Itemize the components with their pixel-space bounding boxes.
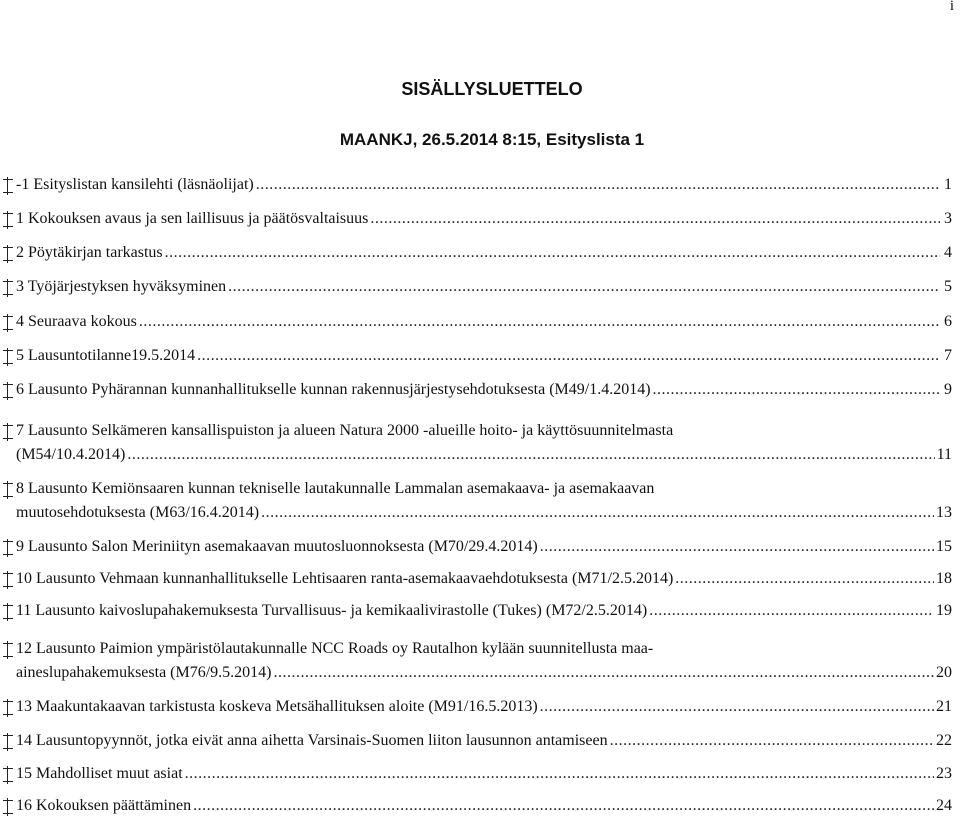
bracket-marker-icon (3, 247, 13, 261)
bracket-marker-icon (3, 483, 13, 497)
toc-entry-title: 4 Seuraava kokous (16, 313, 137, 330)
bracket-marker-icon (3, 735, 13, 749)
toc-entry-page: 3 (944, 210, 952, 227)
document-subtitle: MAANKJ, 26.5.2014 8:15, Esityslista 1 (339, 130, 645, 149)
document-title: SISÄLLYSLUETTELO (401, 79, 583, 99)
bracket-marker-icon (3, 541, 13, 555)
toc-entry-title: 1 Kokouksen avaus ja sen laillisuus ja päätösvaltaisuus (16, 210, 369, 227)
bracket-marker-icon (3, 281, 13, 295)
toc-entry-title-line1: 7 Lausunto Selkämeren kansallispuiston ja alueen Natura 2000 -alueille hoito- ja käyttösuunnitelmasta (16, 422, 674, 439)
bracket-marker-icon (3, 213, 13, 227)
toc-entry-page: 15 (936, 538, 952, 555)
toc-entry-title: 14 Lausuntopyynnöt, jotka eivät anna aihetta Varsinais-Suomen liiton lausunnon antamiseen (16, 732, 608, 749)
toc-entry-page: 9 (944, 381, 952, 398)
toc-entry-title: 10 Lausunto Vehmaan kunnanhallitukselle Lehtisaaren ranta-asemakaavaehdotuksesta (M71/2.5.2014) (16, 570, 674, 587)
toc-entry-title: 6 Lausunto Pyhärannan kunnanhallitukselle kunnan rakennusjärjestysehdotuksesta (M49/1.4.2014) (16, 381, 651, 398)
bracket-marker-icon (3, 768, 13, 782)
bracket-marker-icon (3, 179, 13, 193)
toc-entry-title: 13 Maakuntakaavan tarkistusta koskeva Metsähallituksen aloite (M91/16.5.2013) (16, 698, 538, 715)
toc-entry-title: 15 Mahdolliset muut asiat (16, 765, 183, 782)
toc-entry-title: aineslupahakemuksesta (M76/9.5.2014) (16, 664, 272, 681)
toc-entry-title: 11 Lausunto kaivoslupahakemuksesta Turvallisuus- ja kemikaalivirastolle (Tukes) (M72/2.5.2014) (16, 602, 648, 619)
toc-entry-title-line1: 12 Lausunto Paimion ympäristölautakunnalle NCC Roads oy Rautalhon kylään suunnitellusta maa- (16, 640, 654, 657)
toc-entry-page: 7 (944, 347, 952, 364)
toc-entry-page: 5 (944, 278, 952, 295)
toc-entry-title: 9 Lausunto Salon Meriniityn asemakaavan muutosluonnoksesta (M70/29.4.2014) (16, 538, 538, 555)
toc-entry-title: 16 Kokouksen päättäminen (16, 797, 192, 814)
bracket-marker-icon (3, 316, 13, 330)
bracket-marker-icon (3, 800, 13, 814)
toc-entry-page: 18 (936, 570, 952, 587)
toc-entry-page: 24 (936, 797, 952, 814)
bracket-marker-icon (3, 701, 13, 715)
bracket-marker-icon (3, 350, 13, 364)
toc-entry-title: (M54/10.4.2014) (16, 446, 126, 463)
toc-entry-title: 5 Lausuntotilanne19.5.2014 (16, 347, 196, 364)
toc-entry-page: 6 (944, 313, 952, 330)
bracket-marker-icon (3, 605, 13, 619)
toc-entry-page: 23 (936, 765, 952, 782)
toc-entry-page: 22 (936, 732, 952, 749)
toc-entry-title: 2 Pöytäkirjan tarkastus (16, 244, 163, 261)
toc-entry-page: 13 (936, 504, 952, 521)
toc-entry-page: 21 (936, 698, 952, 715)
toc-entry-page: 1 (944, 176, 952, 193)
bracket-marker-icon (3, 573, 13, 587)
toc-entry-page: 4 (944, 244, 952, 261)
toc-entry-title: muutosehdotuksesta (M63/16.4.2014) (16, 504, 260, 521)
bracket-marker-icon (3, 643, 13, 657)
toc-entry-title: -1 Esityslistan kansilehti (läsnäolijat) (16, 176, 254, 193)
bracket-marker-icon (3, 384, 13, 398)
bracket-marker-icon (3, 425, 13, 439)
toc-entry-title: 3 Työjärjestyksen hyväksyminen (16, 278, 227, 295)
toc-entry-title-line1: 8 Lausunto Kemiönsaaren kunnan tekniselle lautakunnalle Lammalan asemakaava- ja asemakaavan (16, 480, 655, 497)
page-number: i (949, 0, 954, 14)
toc-entry-page: 20 (936, 664, 952, 681)
toc-entry-page: 11 (936, 446, 952, 463)
toc-entry-page: 19 (936, 602, 952, 619)
